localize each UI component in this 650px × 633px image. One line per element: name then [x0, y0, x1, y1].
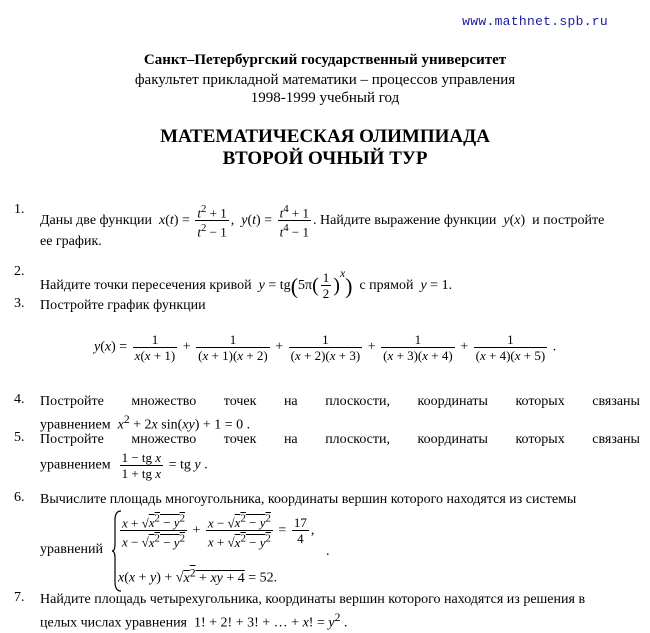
problem-number: 2. [14, 264, 25, 279]
problem-number: 1. [14, 202, 25, 217]
formula-x: x [159, 213, 166, 229]
site-url[interactable]: www.mathnet.spb.ru [462, 14, 608, 29]
problem-text: Постройте множество точек на плоскости, координаты которых связаны [40, 432, 640, 447]
problem-1-line-2: ее график. [40, 234, 102, 249]
problem-text: Найдите площадь четырехугольника, координаты вершин которого находятся из решения в [40, 592, 586, 607]
problem-text: Постройте график функции [40, 298, 206, 313]
formula-sum: y(x) = $\frac{1}{x(x + 1)}$ + $\frac{1}{(x + 1)(x + 2)}$ + $\frac{1}{(x + 2)(x + 3)}$ + $\frac{1}{(x + 3)(x + 4)}$ + $\frac{1}{(x + 4)(x + 5)}$ . [94, 332, 557, 363]
page-title [0, 126, 650, 170]
fraction: $\frac{t^2 + 1}{t^2 - 1}$ [197, 203, 227, 240]
problem-number: 5. [14, 430, 25, 445]
title-line-2: ВТОРОЙ ОЧНЫЙ ТУР [222, 148, 428, 169]
problem-number: 6. [14, 490, 25, 505]
problem-text: Найдите точки пересечения кривой y = tg(5π( $\frac{1}{2}$ )$^x$) с прямой y = 1. [40, 267, 453, 302]
problem-text: Постройте множество точек на плоскости, координаты которых связаны [40, 394, 640, 409]
faculty-name: факультет прикладной математики – процессов управления [134, 72, 516, 88]
problem-7-line-2: целых числах уравнения 1! + 2! + 3! + … + x! = $y^2$ . [40, 611, 348, 631]
fraction: $\frac{t^4 + 1}{t^4 - 1}$ [279, 203, 309, 240]
problem-4-line-2: уравнением $x^2 + 2x$ sin(xy) + 1 = 0 . [40, 413, 251, 433]
problem-number: 4. [14, 392, 25, 407]
problem-2-text-a: Найдите точки пересечения кривой [40, 278, 252, 293]
problem-number: 3. [14, 296, 25, 311]
title-line-1: МАТЕМАТИЧЕСКАЯ ОЛИМПИАДА [160, 126, 490, 147]
problem-1-text-c: и постройте [532, 213, 605, 229]
problem-text: Даны две функции x(t) = $\frac{t^2 + 1}{t^2 - 1}$ , y(t) = $\frac{t^4 + 1}{t^4 - 1}$ . Найдите выражение функции y(x) и постройте [40, 203, 605, 240]
problem-number: 7. [14, 590, 25, 605]
academic-year: 1998-1999 учебный год [250, 90, 400, 106]
system-equation-1: $\frac{x + √x^2 - y^2}{x - √x^2 - y^2}$ + $\frac{x - √x^2 - y^2}{x + √x^2 - y^2}$ = $\frac{17}{4}$ , [122, 513, 315, 550]
problem-1-text-a: Даны две функции [40, 213, 153, 229]
university-name: Санкт–Петербургский государственный университет [143, 52, 507, 68]
system-equation-2: $x(x + y) + √x^2$ + xy + 4 = 52. [118, 566, 278, 586]
problem-2-text-b: с прямой [359, 278, 414, 293]
problem-5-line-2: уравнением $\frac{\text{1 − tg x}}{\text{1 + tg x}}$ = tg y . [40, 450, 208, 481]
problem-6-line-2: уравнений [40, 542, 104, 557]
problem-text: Вычислите площадь многоугольника, координаты вершин которого находятся из системы [40, 492, 577, 507]
problem-1-text-b: . Найдите выражение функции [313, 213, 497, 229]
